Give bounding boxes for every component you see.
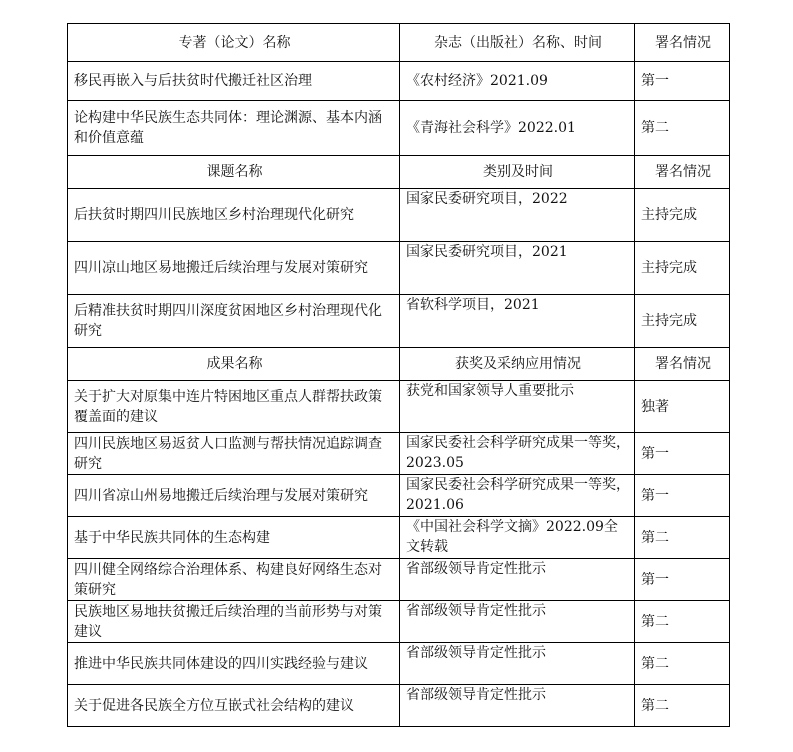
table-row <box>68 517 730 559</box>
header-name: 专著（论文）名称 <box>68 24 400 62</box>
item-title: 四川省凉山州易地搬迁后续治理与发展对策研究 <box>68 475 400 517</box>
item-publication: 省软科学项目，2021 <box>400 295 635 348</box>
item-authorship: 第二 <box>635 517 730 559</box>
header-authorship: 署名情况 <box>635 24 730 62</box>
item-title: 民族地区易地扶贫搬迁后续治理的当前形势与对策建议 <box>68 601 400 643</box>
item-publication: 《中国社会科学文摘》2022.09全文转载 <box>400 517 635 559</box>
item-authorship: 主持完成 <box>635 189 730 242</box>
item-title: 推进中华民族共同体建设的四川实践经验与建议 <box>68 643 400 685</box>
header-publication: 获奖及采纳应用情况 <box>400 348 635 381</box>
header-authorship: 署名情况 <box>635 348 730 381</box>
item-publication: 《农村经济》2021.09 <box>400 62 635 101</box>
table-row <box>68 559 730 601</box>
item-publication: 国家民委研究项目，2021 <box>400 242 635 295</box>
item-publication: 省部级领导肯定性批示 <box>400 559 635 601</box>
item-title: 关于扩大对原集中连片特困地区重点人群帮扶政策覆盖面的建议 <box>68 381 400 433</box>
header-publication: 类别及时间 <box>400 156 635 189</box>
item-title: 后扶贫时期四川民族地区乡村治理现代化研究 <box>68 189 400 242</box>
item-publication: 国家民委研究项目，2022 <box>400 189 635 242</box>
table-row <box>68 295 730 348</box>
table-body <box>68 24 730 727</box>
table-row <box>68 189 730 242</box>
item-publication: 获党和国家领导人重要批示 <box>400 381 635 433</box>
item-publication: 省部级领导肯定性批示 <box>400 685 635 727</box>
table-row <box>68 433 730 475</box>
table-row <box>68 685 730 727</box>
item-authorship: 独著 <box>635 381 730 433</box>
item-authorship: 第二 <box>635 601 730 643</box>
item-title: 基于中华民族共同体的生态构建 <box>68 517 400 559</box>
item-title: 论构建中华民族生态共同体：理论渊源、基本内涵和价值意蕴 <box>68 101 400 156</box>
item-authorship: 主持完成 <box>635 295 730 348</box>
item-authorship: 第一 <box>635 62 730 101</box>
section-header-row <box>68 24 730 62</box>
item-authorship: 第一 <box>635 475 730 517</box>
item-authorship: 第二 <box>635 685 730 727</box>
item-authorship: 第一 <box>635 433 730 475</box>
header-name: 成果名称 <box>68 348 400 381</box>
item-title: 四川凉山地区易地搬迁后续治理与发展对策研究 <box>68 242 400 295</box>
item-authorship: 第二 <box>635 643 730 685</box>
table-row <box>68 601 730 643</box>
item-title: 四川民族地区易返贫人口监测与帮扶情况追踪调查研究 <box>68 433 400 475</box>
header-name: 课题名称 <box>68 156 400 189</box>
item-authorship: 第一 <box>635 559 730 601</box>
table-row <box>68 242 730 295</box>
table-row <box>68 475 730 517</box>
header-authorship: 署名情况 <box>635 156 730 189</box>
achievements-table <box>67 23 730 727</box>
item-title: 四川健全网络综合治理体系、构建良好网络生态对策研究 <box>68 559 400 601</box>
item-publication: 省部级领导肯定性批示 <box>400 643 635 685</box>
header-publication: 杂志（出版社）名称、时间 <box>400 24 635 62</box>
item-title: 后精准扶贫时期四川深度贫困地区乡村治理现代化研究 <box>68 295 400 348</box>
item-title: 关于促进各民族全方位互嵌式社会结构的建议 <box>68 685 400 727</box>
item-authorship: 第二 <box>635 101 730 156</box>
section-header-row <box>68 156 730 189</box>
item-title: 移民再嵌入与后扶贫时代搬迁社区治理 <box>68 62 400 101</box>
item-publication: 《青海社会科学》2022.01 <box>400 101 635 156</box>
table-row <box>68 101 730 156</box>
section-header-row <box>68 348 730 381</box>
item-publication: 国家民委社会科学研究成果一等奖，2021.06 <box>400 475 635 517</box>
item-publication: 国家民委社会科学研究成果一等奖，2023.05 <box>400 433 635 475</box>
item-publication: 省部级领导肯定性批示 <box>400 601 635 643</box>
table-row <box>68 643 730 685</box>
item-authorship: 主持完成 <box>635 242 730 295</box>
table-row <box>68 381 730 433</box>
table-row <box>68 62 730 101</box>
